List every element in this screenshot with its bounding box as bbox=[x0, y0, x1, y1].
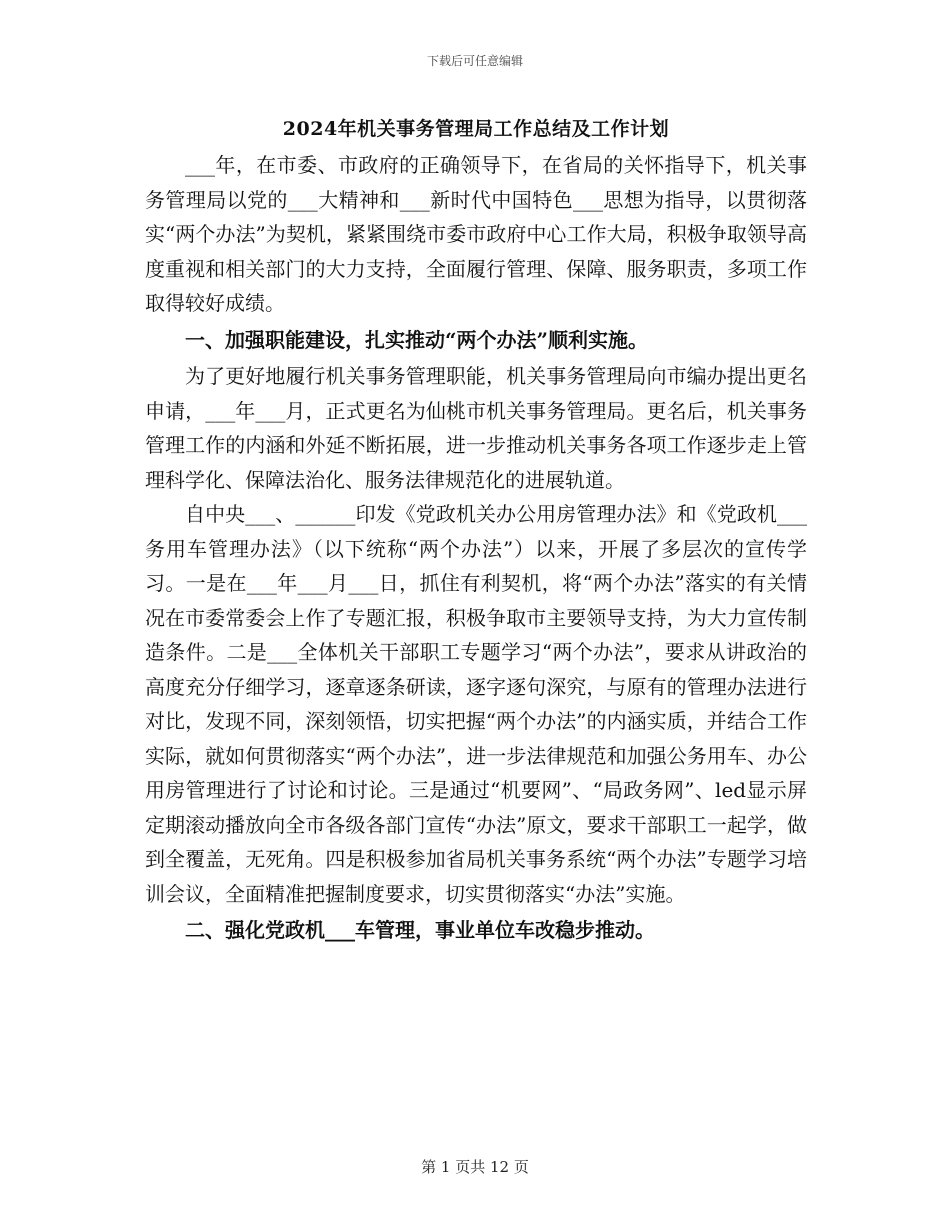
body-paragraph: 为了更好地履行机关事务管理职能，机关事务管理局向市编办提出更名申请，___年___月，正式更名为仙桃市机关事务管理局。更名后，机关事务管理工作的内涵和外延不断拓展，进一步推动机关事务各项工作逐步走上管理科学化、保障法治化、服务法律规范化的进展轨道。 bbox=[145, 364, 807, 492]
body-paragraph: 自中央___、______印发《党政机关办公用房管理办法》和《党政机___务用车管理办法》（以下统称“两个办法”）以来，开展了多层次的宣传学习。一是在___年___月___日，抓住有利契机，将“两个办法”落实的有关情况在市委常委会上作了专题汇报，积极争取市主要领导支持，为大力宣传制造条件。二是___全体机关干部职工专题学习“两个办法”，要求从讲政治的高度充分仔细学习，逐章逐条研读，逐字逐句深究，与原有的管理办法进行对比，发现不同，深刻领悟，切实把握“两个办法”的内涵实质，并结合工作实际，就如何贯彻落实“两个办法”，进一步法律规范和加强公务用车、办公用房管理进行了讨论和讨论。三是通过“机要网”、“局政务网”、led显示屏定期滚动播放向全市各级各部门宣传“办法”原文，要求干部职工一起学，做到全覆盖，无死角。四是积极参加省局机关事务系统“两个办法”专题学习培训会议，全面精准把握制度要求，切实贯彻落实“办法”实施。 bbox=[145, 502, 807, 906]
section-heading-2: 二、强化党政机___车管理，事业单位车改稳步推动。 bbox=[185, 918, 655, 942]
page-number-footer: 第 1 页共 12 页 bbox=[421, 1158, 529, 1176]
document-body bbox=[145, 148, 807, 950]
page-header-note: 下载后可任意编辑 bbox=[426, 54, 523, 68]
document-title: 2024年机关事务管理局工作总结及工作计划 bbox=[282, 118, 670, 140]
intro-paragraph: ___年，在市委、市政府的正确领导下，在省局的关怀指导下，机关事务管理局以党的___大精神和___新时代中国特色___思想为指导，以贯彻落实“两个办法”为契机，紧紧围绕市委市政府中心工作大局，积极争取领导高度重视和相关部门的大力支持，全面履行管理、保障、服务职责，多项工作取得较好成绩。 bbox=[145, 153, 807, 315]
section-heading-1: 一、加强职能建设，扎实推动“两个办法”顺利实施。 bbox=[185, 327, 649, 352]
